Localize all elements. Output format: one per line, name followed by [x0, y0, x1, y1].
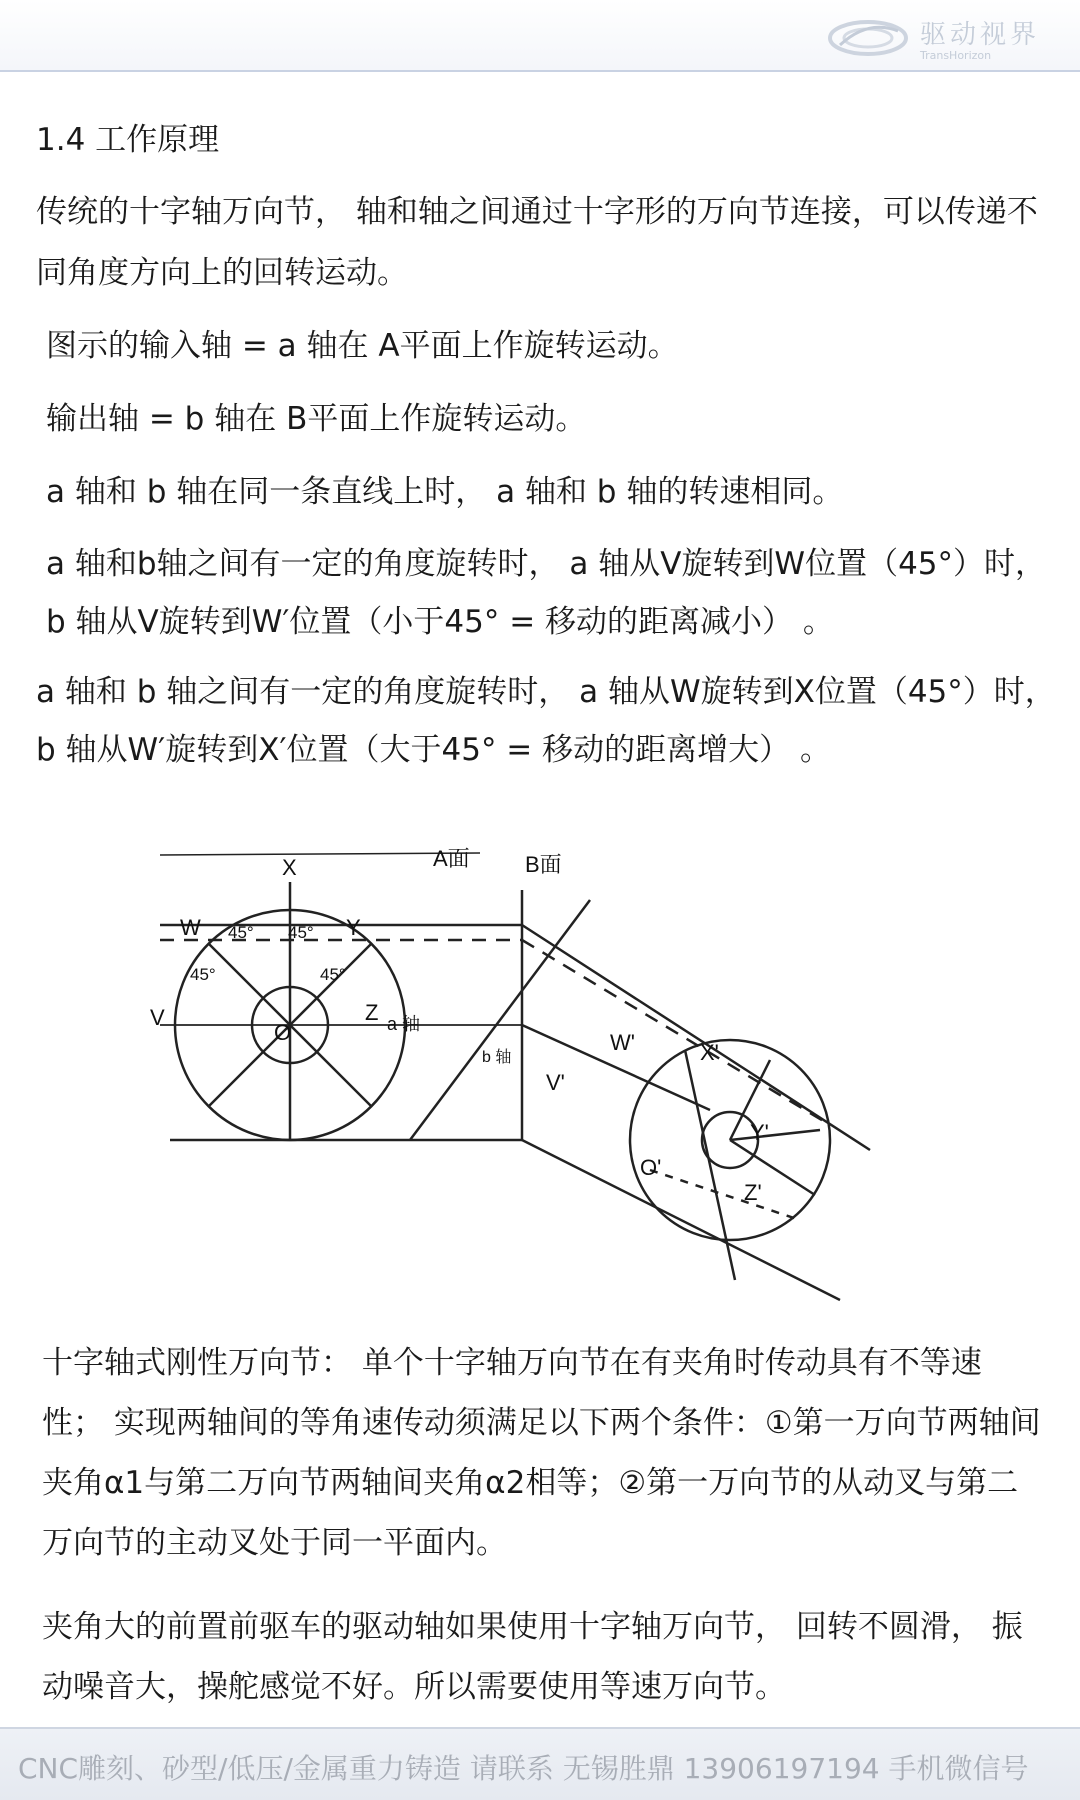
article-body	[36, 120, 1056, 791]
label-o: O	[274, 1020, 292, 1045]
label-b-axis: b 轴	[482, 1049, 512, 1066]
section-heading: 1.4 工作原理	[36, 122, 220, 158]
label-x: X	[282, 855, 297, 880]
label-v: V	[150, 1005, 165, 1030]
label-o2: O'	[640, 1155, 662, 1180]
page-header	[0, 0, 1080, 72]
paragraph-angle-decrease: a 轴和b轴之间有一定的角度旋转时， a 轴从Ⅴ旋转到W位置（45°）时，b 轴从Ⅴ旋转到W′位置（小于45° = 移动的距离减小） 。	[46, 546, 1047, 640]
label-z: Z	[365, 1000, 379, 1025]
label-angle-1: 45°	[228, 923, 254, 942]
paragraph-angle-increase: a 轴和 b 轴之间有一定的角度旋转时， a 轴从W旋转到X位置（45°）时，b 轴从W′旋转到X′位置（大于45° = 移动的距离增大） 。	[36, 674, 1056, 768]
universal-joint-diagram	[150, 840, 930, 1310]
label-z2: Z'	[744, 1180, 762, 1205]
swirl-logo-icon	[826, 15, 910, 61]
paragraph-intro: 传统的十字轴万向节， 轴和轴之间通过十字形的万向节连接，可以传递不同角度方向上的回转运动。	[36, 194, 1038, 291]
label-v2: V'	[546, 1070, 565, 1095]
label-plane-b: B面	[525, 852, 562, 877]
brand-name-en: TransHorizon	[919, 49, 992, 62]
brand-name-cn: 驱动视界	[919, 20, 1040, 50]
label-w2: W'	[610, 1030, 635, 1055]
page-footer	[0, 1727, 1080, 1800]
label-angle-4: 45°	[320, 965, 346, 984]
label-angle-2: 45°	[288, 923, 314, 942]
paragraph-cv-joint: 夹角大的前置前驱车的驱动轴如果使用十字轴万向节， 回转不圆滑， 振动噪音大，操舵感觉不好。所以需要使用等速万向节。	[42, 1609, 1023, 1705]
paragraph-same-speed: a 轴和 b 轴在同一条直线上时， a 轴和 b 轴的转速相同。	[46, 474, 844, 510]
label-y2: Y'	[750, 1120, 769, 1145]
brand-logo	[826, 14, 1040, 62]
label-x2: X'	[700, 1040, 719, 1065]
paragraph-rigid-joint: 十字轴式刚性万向节： 单个十字轴万向节在有夹角时传动具有不等速性； 实现两轴间的等角速传动须满足以下两个条件：①第一万向节两轴间夹角α1与第二万向节两轴间夹角α2相等；②第一万向节的从动叉与第二万向节的主动叉处于同一平面内。	[42, 1345, 1041, 1561]
paragraph-input-axis: 图示的输入轴 = a 轴在 A平面上作旋转运动。	[46, 328, 679, 364]
label-plane-a: A面	[433, 846, 470, 871]
label-a-axis: a 轴	[387, 1014, 421, 1034]
footer-contact-text: CNC雕刻、砂型/低压/金属重力铸造 请联系 无锡胜鼎 13906197194 手机微信号	[18, 1752, 1029, 1785]
label-w: W	[180, 915, 201, 940]
label-angle-3: 45°	[190, 965, 216, 984]
label-y: Y	[346, 915, 361, 940]
paragraph-output-axis: 输出轴 = b 轴在 B平面上作旋转运动。	[46, 401, 587, 437]
